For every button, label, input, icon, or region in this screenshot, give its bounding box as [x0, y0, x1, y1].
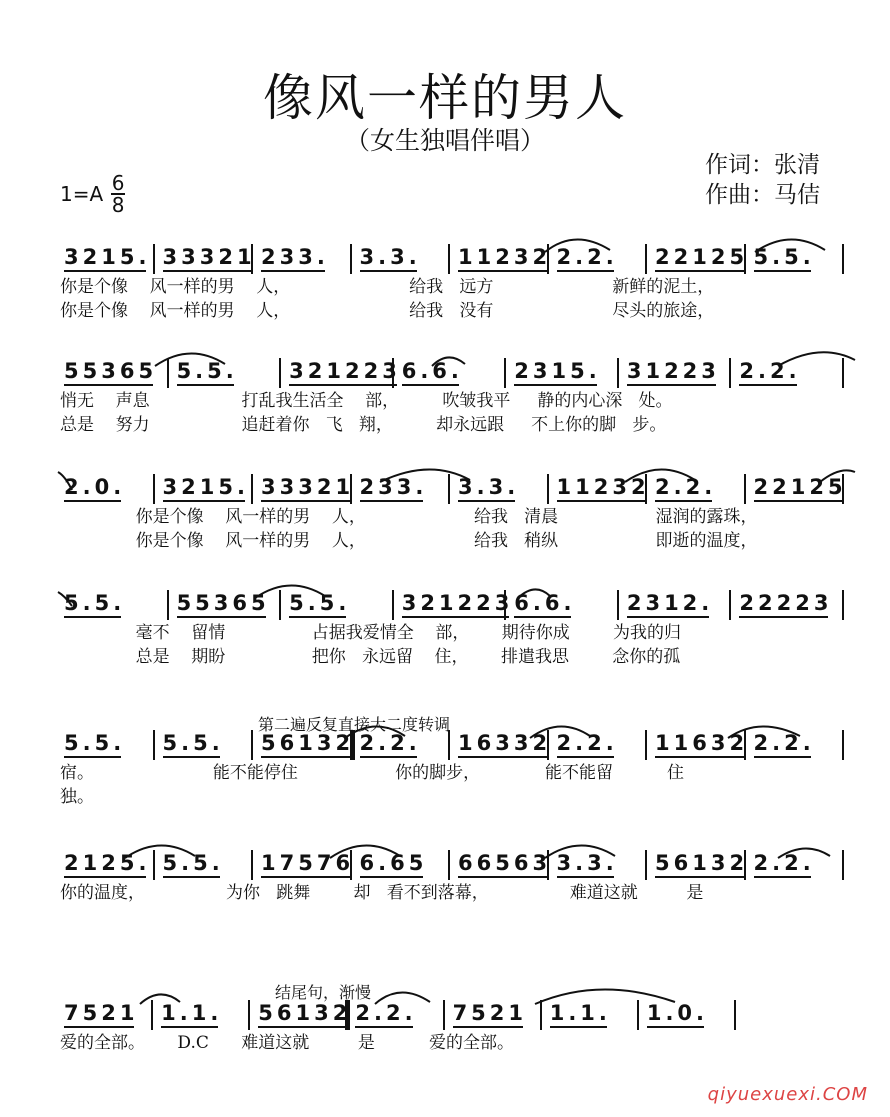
barline [448, 244, 450, 274]
measure: 2.2. [655, 470, 716, 504]
measure: 5.5. [64, 586, 125, 620]
key-signature [60, 171, 125, 217]
measure: 1.1. [550, 996, 611, 1030]
measure: 6.65 [360, 846, 428, 880]
time-bottom: 8 [111, 193, 125, 217]
barline [350, 244, 352, 274]
measure: 2.2. [557, 726, 618, 760]
barline [645, 850, 647, 880]
lyric-line: 宿。 能不能停住 你的脚步， 能不能留 住 [60, 763, 685, 783]
measure: 233. [261, 240, 329, 274]
measure: 5.5. [163, 846, 224, 880]
barline [617, 358, 619, 388]
measure: 56132 [258, 996, 351, 1030]
lyric-line: 总是 努力 追赶着你 飞 翔， 却永远跟 不上你的脚 步。 [60, 415, 667, 435]
barline [842, 730, 844, 760]
barline [251, 850, 253, 880]
barline [448, 730, 450, 760]
measure: 2.2. [754, 726, 815, 760]
barline [392, 358, 394, 388]
lyric-line: 爱的全部。 D.C 难道这就 是 爱的全部。 [60, 1033, 514, 1053]
barline [504, 590, 506, 620]
barline [744, 730, 746, 760]
composer: 作曲：马佶 [705, 182, 820, 208]
measure: 2315. [514, 354, 600, 388]
barline [729, 590, 731, 620]
measure: 7521 [64, 996, 138, 1030]
measure: 2.0. [64, 470, 125, 504]
notation-line [0, 470, 890, 504]
measure: 22125 [754, 470, 847, 504]
measure: 3215. [64, 240, 150, 274]
barline [842, 590, 844, 620]
measure: 33321 [163, 240, 256, 274]
barline [251, 730, 253, 760]
barline [547, 244, 549, 274]
lyric-line: 总是 期盼 把你 永远留 住， 排遣我思 念你的孤 [60, 647, 681, 667]
measure: 233. [360, 470, 428, 504]
barline [153, 244, 155, 274]
lyric-line: 悄无 声息 打乱我生活全 部， 吹皱我平 静的内心深 处。 [60, 391, 673, 411]
measure: 2312. [627, 586, 713, 620]
measure: 1.0. [647, 996, 708, 1030]
barline [251, 244, 253, 274]
barline [350, 474, 352, 504]
notation-line [0, 240, 890, 274]
measure: 55365 [177, 586, 270, 620]
measure: 16332 [458, 726, 551, 760]
measure: 3.3. [458, 470, 519, 504]
repeat-instruction: 第二遍反复直接大二度转调 [258, 715, 451, 734]
barline [448, 474, 450, 504]
measure: 5.5. [177, 354, 238, 388]
notation-line [0, 846, 890, 880]
measure: 321223 [402, 586, 514, 620]
barline [729, 358, 731, 388]
notation-line [0, 354, 890, 388]
lyric-line: 你的温度， 为你 跳舞 却 看不到落幕， 难道这就 是 [60, 883, 704, 903]
measure: 3215. [163, 470, 249, 504]
barline [744, 850, 746, 880]
barline [842, 850, 844, 880]
measure: 17576 [261, 846, 354, 880]
measure: 2.2. [360, 726, 421, 760]
lyric-line: 独。 [60, 787, 94, 807]
measure: 5.5. [163, 726, 224, 760]
lyric-line: 你是个像 风一样的男 人， 给我 没有 尽头的旅途， [60, 301, 715, 321]
measure: 56132 [261, 726, 354, 760]
barline [251, 474, 253, 504]
measure: 2.2. [355, 996, 416, 1030]
barline [842, 358, 844, 388]
barline [153, 474, 155, 504]
notation-line [0, 726, 890, 760]
measure: 11632 [655, 726, 748, 760]
measure: 55365 [64, 354, 157, 388]
measure: 3.3. [360, 240, 421, 274]
barline [153, 850, 155, 880]
barline [504, 358, 506, 388]
measure: 22125 [655, 240, 748, 274]
barline [443, 1000, 445, 1030]
measure: 2.2. [739, 354, 800, 388]
notation-line [0, 996, 890, 1030]
time-top: 6 [111, 171, 125, 195]
measure: 66563 [458, 846, 551, 880]
lyricist: 作词：张清 [705, 152, 820, 178]
barline [392, 590, 394, 620]
measure: 2.2. [754, 846, 815, 880]
barline [734, 1000, 736, 1030]
barline [645, 730, 647, 760]
barline [151, 1000, 153, 1030]
barline [167, 358, 169, 388]
measure: 11232 [557, 470, 650, 504]
barline [645, 244, 647, 274]
barline [540, 1000, 542, 1030]
lyric-line: 你是个像 风一样的男 人， 给我 清晨 湿润的露珠， [60, 507, 758, 527]
barline [350, 850, 352, 880]
barline [547, 474, 549, 504]
barline [547, 850, 549, 880]
key-label: 1=A [60, 182, 104, 206]
barline [645, 474, 647, 504]
measure: 321223 [289, 354, 401, 388]
measure: 33321 [261, 470, 354, 504]
song-subtitle: （女生独唱伴唱） [344, 126, 545, 155]
barline [167, 590, 169, 620]
measure: 6.6. [514, 586, 575, 620]
measure: 6.6. [402, 354, 463, 388]
measure: 56132 [655, 846, 748, 880]
barline [350, 730, 355, 760]
barline [248, 1000, 250, 1030]
ending-instruction: 结尾句，渐慢 [275, 983, 372, 1002]
measure: 7521 [453, 996, 527, 1030]
barline [153, 730, 155, 760]
measure: 22223 [739, 586, 832, 620]
measure: 5.5. [289, 586, 350, 620]
measure: 2125. [64, 846, 150, 880]
barline [547, 730, 549, 760]
measure: 5.5. [754, 240, 815, 274]
barline [448, 850, 450, 880]
measure: 2.2. [557, 240, 618, 274]
barline [279, 358, 281, 388]
notation-line [0, 586, 890, 620]
watermark: qiyuexuexi.COM [707, 1084, 868, 1105]
barline [345, 1000, 350, 1030]
song-title: 像风一样的男人 [263, 69, 627, 127]
credits [705, 150, 820, 210]
barline [842, 474, 844, 504]
time-signature [111, 171, 125, 217]
barline [279, 590, 281, 620]
barline [637, 1000, 639, 1030]
barline [744, 244, 746, 274]
measure: 1.1. [161, 996, 222, 1030]
measure: 3.3. [557, 846, 618, 880]
lyric-line: 毫不 留情 占据我爱情全 部， 期待你成 为我的归 [60, 623, 681, 643]
lyric-line: 你是个像 风一样的男 人， 给我 远方 新鲜的泥土， [60, 277, 715, 297]
measure: 31223 [627, 354, 720, 388]
lyric-line: 你是个像 风一样的男 人， 给我 稍纵 即逝的温度， [60, 531, 758, 551]
barline [744, 474, 746, 504]
measure: 5.5. [64, 726, 125, 760]
measure: 11232 [458, 240, 551, 274]
barline [617, 590, 619, 620]
barline [842, 244, 844, 274]
